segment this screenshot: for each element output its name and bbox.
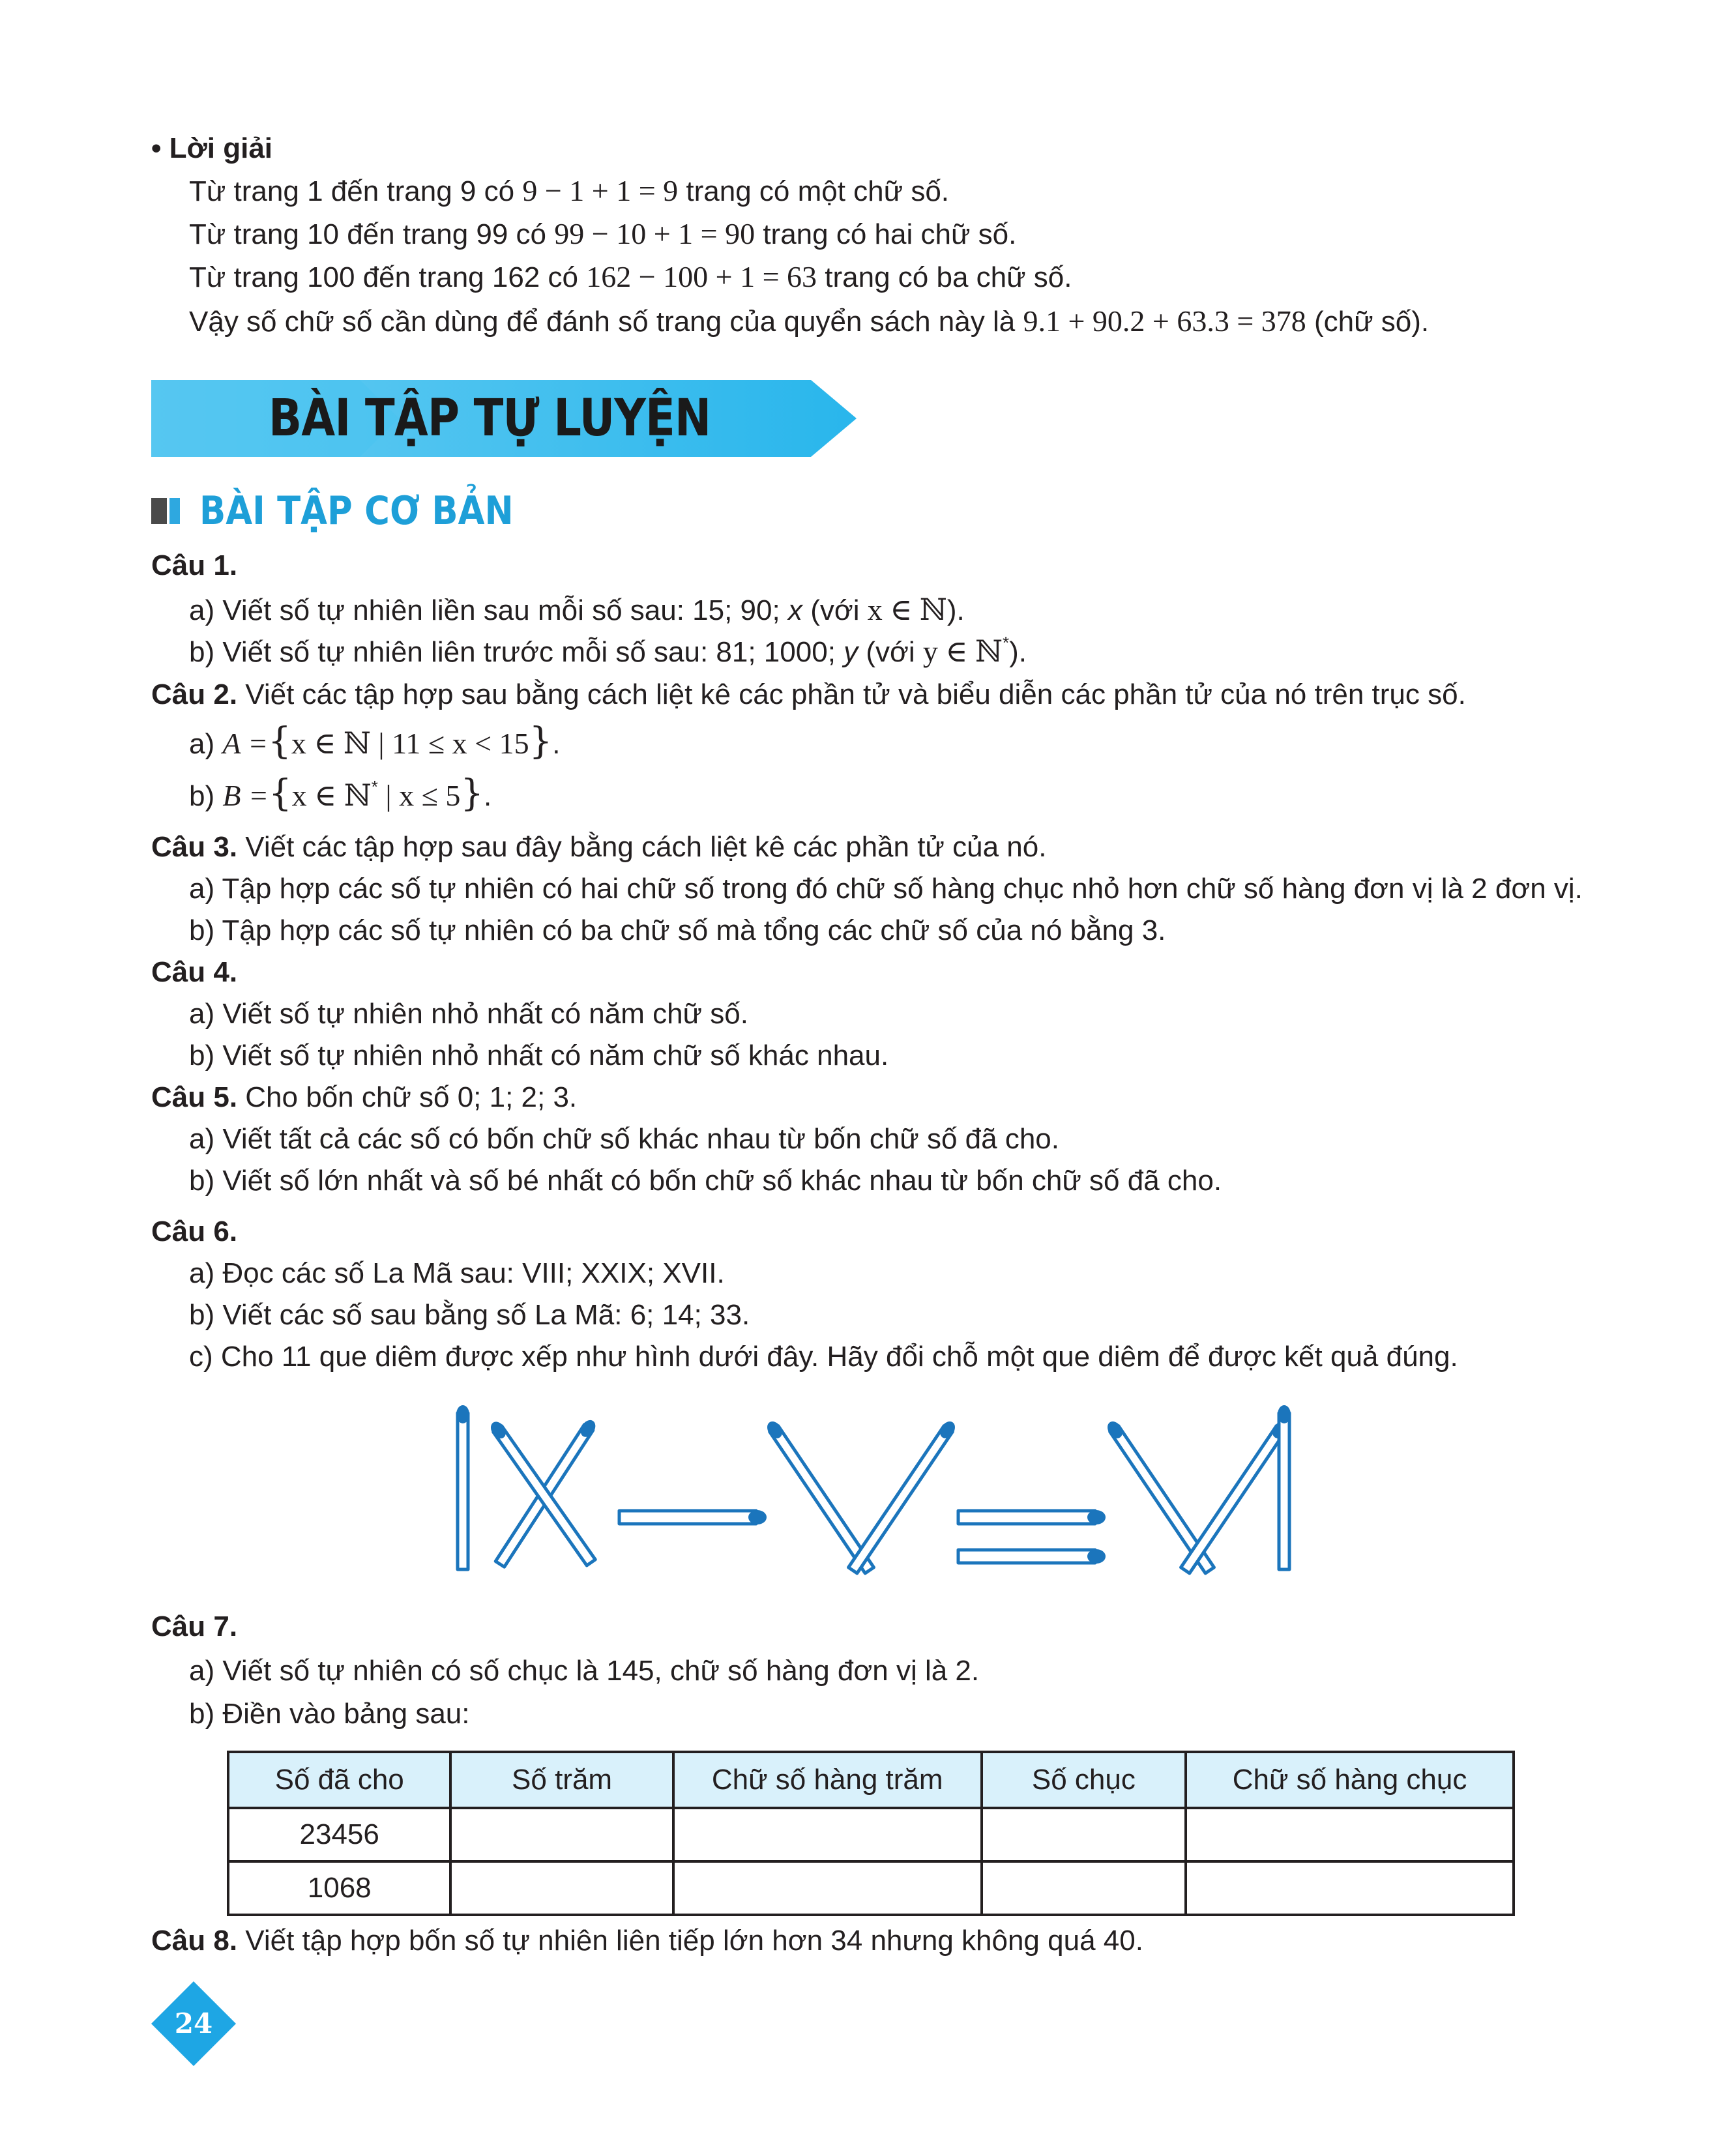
banner-title: BÀI TẬP TỰ LUYỆN — [269, 389, 711, 448]
table-cell-blank — [450, 1861, 673, 1915]
section-marker-dark — [151, 498, 167, 524]
table-header-row — [228, 1752, 1514, 1808]
q1-a-math: x ∈ ℕ — [867, 593, 947, 626]
q1-b-text: b) Viết số tự nhiên liên trước mỗi số sau: 81; 1000; — [189, 636, 836, 668]
q6-c: c) Cho 11 que diêm được xếp như hình dưới đây. Hãy đổi chỗ một que diêm để được kết quả đúng. — [189, 1341, 1458, 1373]
q5-a: a) Viết tất cả các số có bốn chữ số khác nhau từ bốn chữ số đã cho. — [189, 1123, 1059, 1155]
table-cell: 1068 — [228, 1861, 450, 1915]
solution-line-4-math: 9.1 + 90.2 + 63.3 = 378 — [1023, 304, 1306, 338]
q1-b — [189, 634, 1027, 674]
q1-b-sup: * — [1003, 633, 1010, 652]
table-cell-blank — [982, 1861, 1186, 1915]
table-cell-blank — [1186, 1861, 1514, 1915]
q1-b-text-2: (với — [866, 636, 915, 668]
matchstick-4 — [619, 1510, 767, 1524]
q2-b-end: . — [483, 780, 492, 812]
page-number: 24 — [174, 2007, 213, 2039]
matchstick-8 — [958, 1549, 1106, 1564]
q2-a-body: x ∈ ℕ | 11 ≤ x < 15 — [291, 727, 529, 760]
q6-a: a) Đọc các số La Mã sau: VIII; XXIX; XVII. — [189, 1257, 725, 1289]
q2-text: Viết các tập hợp sau bằng cách liệt kê các phần tử và biểu diễn các phần tử của nó trên trục số. — [245, 678, 1466, 710]
table-header-cell: Chữ số hàng trăm — [673, 1752, 982, 1808]
matchstick-1 — [456, 1405, 469, 1569]
q4-a: a) Viết số tự nhiên nhỏ nhất có năm chữ số. — [189, 998, 748, 1030]
section-marker-blue — [169, 498, 180, 524]
q1-a-text-2: (với — [810, 594, 860, 626]
solution-line-2 — [189, 216, 1016, 253]
q4-b: b) Viết số tự nhiên nhỏ nhất có năm chữ số khác nhau. — [189, 1040, 889, 1071]
q1-a-var: x — [787, 594, 802, 626]
table-row — [228, 1861, 1514, 1915]
matchstick-11 — [1278, 1405, 1291, 1569]
solution-line-3-text-a: Từ trang 100 đến trang 162 có — [189, 261, 578, 293]
q1-b-math: y ∈ ℕ — [922, 635, 1003, 668]
q3-stem — [151, 829, 1046, 866]
q2-a — [189, 720, 561, 763]
solution-line-3-text-b: trang có ba chữ số. — [825, 261, 1072, 293]
q5-text: Cho bốn chữ số 0; 1; 2; 3. — [245, 1081, 578, 1113]
q1-label: Câu 1. — [151, 549, 238, 581]
q1-a — [189, 592, 965, 629]
solution-line-1-text-a: Từ trang 1 đến trang 9 có — [189, 175, 515, 207]
q2-b-body-1: x ∈ ℕ — [291, 779, 372, 812]
q7-b: b) Điền vào bảng sau: — [189, 1698, 470, 1730]
q6-label: Câu 6. — [151, 1216, 238, 1247]
table-row — [228, 1808, 1514, 1861]
q3-label: Câu 3. — [151, 831, 238, 863]
matchstick-10 — [1180, 1419, 1291, 1574]
q2-a-label: a) — [189, 728, 215, 760]
q2-b-open-brace: { — [269, 772, 292, 815]
section-title: BÀI TẬP CƠ BẢN — [199, 488, 514, 534]
solution-line-1-math: 9 − 1 + 1 = 9 — [522, 174, 679, 207]
solution-line-2-math: 99 − 10 + 1 = 90 — [554, 217, 756, 250]
table-cell-blank — [982, 1808, 1186, 1861]
fill-in-table — [227, 1751, 1515, 1916]
q2-b-body-2: | x ≤ 5 — [377, 779, 461, 812]
q2-a-lhs: A = — [222, 727, 269, 760]
q1-b-end: ). — [1009, 636, 1027, 668]
table-header-cell: Số chục — [982, 1752, 1186, 1808]
solution-line-1 — [189, 173, 949, 210]
table-cell-blank — [450, 1808, 673, 1861]
table-cell-blank — [673, 1808, 982, 1861]
matchstick-7 — [958, 1510, 1106, 1524]
q8-stem — [151, 1923, 1143, 1959]
q1-a-end: ). — [947, 594, 965, 626]
q5-b: b) Viết số lớn nhất và số bé nhất có bốn chữ số khác nhau từ bốn chữ số đã cho. — [189, 1165, 1222, 1197]
q2-b-lhs: B = — [222, 779, 269, 812]
q5-stem — [151, 1079, 577, 1116]
q2-b — [189, 772, 492, 818]
q3-b: b) Tập hợp các số tự nhiên có ba chữ số mà tổng các chữ số của nó bằng 3. — [189, 914, 1166, 946]
q2-b-sup: * — [371, 777, 378, 796]
solution-line-2-text-b: trang có hai chữ số. — [763, 218, 1017, 250]
table-header-cell: Số đã cho — [228, 1752, 450, 1808]
section-banner — [151, 380, 857, 457]
q2-b-close-brace: } — [460, 772, 484, 815]
table-cell: 23456 — [228, 1808, 450, 1861]
q6-b: b) Viết các số sau bằng số La Mã: 6; 14; 33. — [189, 1299, 750, 1331]
q5-label: Câu 5. — [151, 1081, 238, 1113]
q2-label: Câu 2. — [151, 678, 238, 710]
table-header-cell: Chữ số hàng chục — [1186, 1752, 1514, 1808]
matchstick-6 — [847, 1419, 958, 1574]
solution-line-2-text-a: Từ trang 10 đến trang 99 có — [189, 218, 547, 250]
solution-line-4-text-b: (chữ số). — [1314, 306, 1430, 338]
solution-line-3-math: 162 − 100 + 1 = 63 — [586, 260, 817, 293]
table-cell-blank — [673, 1861, 982, 1915]
q1-b-var: y — [844, 636, 858, 668]
solution-line-4 — [189, 303, 1429, 340]
table-cell-blank — [1186, 1808, 1514, 1861]
table-header-cell: Số trăm — [450, 1752, 673, 1808]
q8-text: Viết tập hợp bốn số tự nhiên liên tiếp lớn hơn 34 nhưng không quá 40. — [245, 1925, 1143, 1957]
matchstick-equation-figure — [430, 1401, 1317, 1584]
q2-stem — [151, 677, 1466, 713]
solution-line-3 — [189, 259, 1072, 296]
q2-a-open-brace: { — [268, 720, 291, 763]
solution-line-4-text-a: Vậy số chữ số cần dùng để đánh số trang của quyển sách này là — [189, 306, 1016, 338]
q4-label: Câu 4. — [151, 956, 238, 988]
q7-label: Câu 7. — [151, 1610, 238, 1642]
q8-label: Câu 8. — [151, 1925, 238, 1957]
q3-text: Viết các tập hợp sau đây bằng cách liệt kê các phần tử của nó. — [245, 831, 1047, 863]
q2-a-end: . — [552, 728, 561, 760]
q2-b-label: b) — [189, 780, 215, 812]
q2-a-close-brace: } — [529, 720, 553, 763]
q3-a: a) Tập hợp các số tự nhiên có hai chữ số trong đó chữ số hàng chục nhỏ hơn chữ số hàng đơn vị là 2 đơn vị. — [189, 873, 1583, 905]
solution-heading: • Lời giải — [151, 132, 273, 164]
q1-a-text: a) Viết số tự nhiên liền sau mỗi số sau: 15; 90; — [189, 594, 780, 626]
solution-line-1-text-b: trang có một chữ số. — [686, 175, 950, 207]
q7-a: a) Viết số tự nhiên có số chục là 145, chữ số hàng đơn vị là 2. — [189, 1655, 980, 1687]
